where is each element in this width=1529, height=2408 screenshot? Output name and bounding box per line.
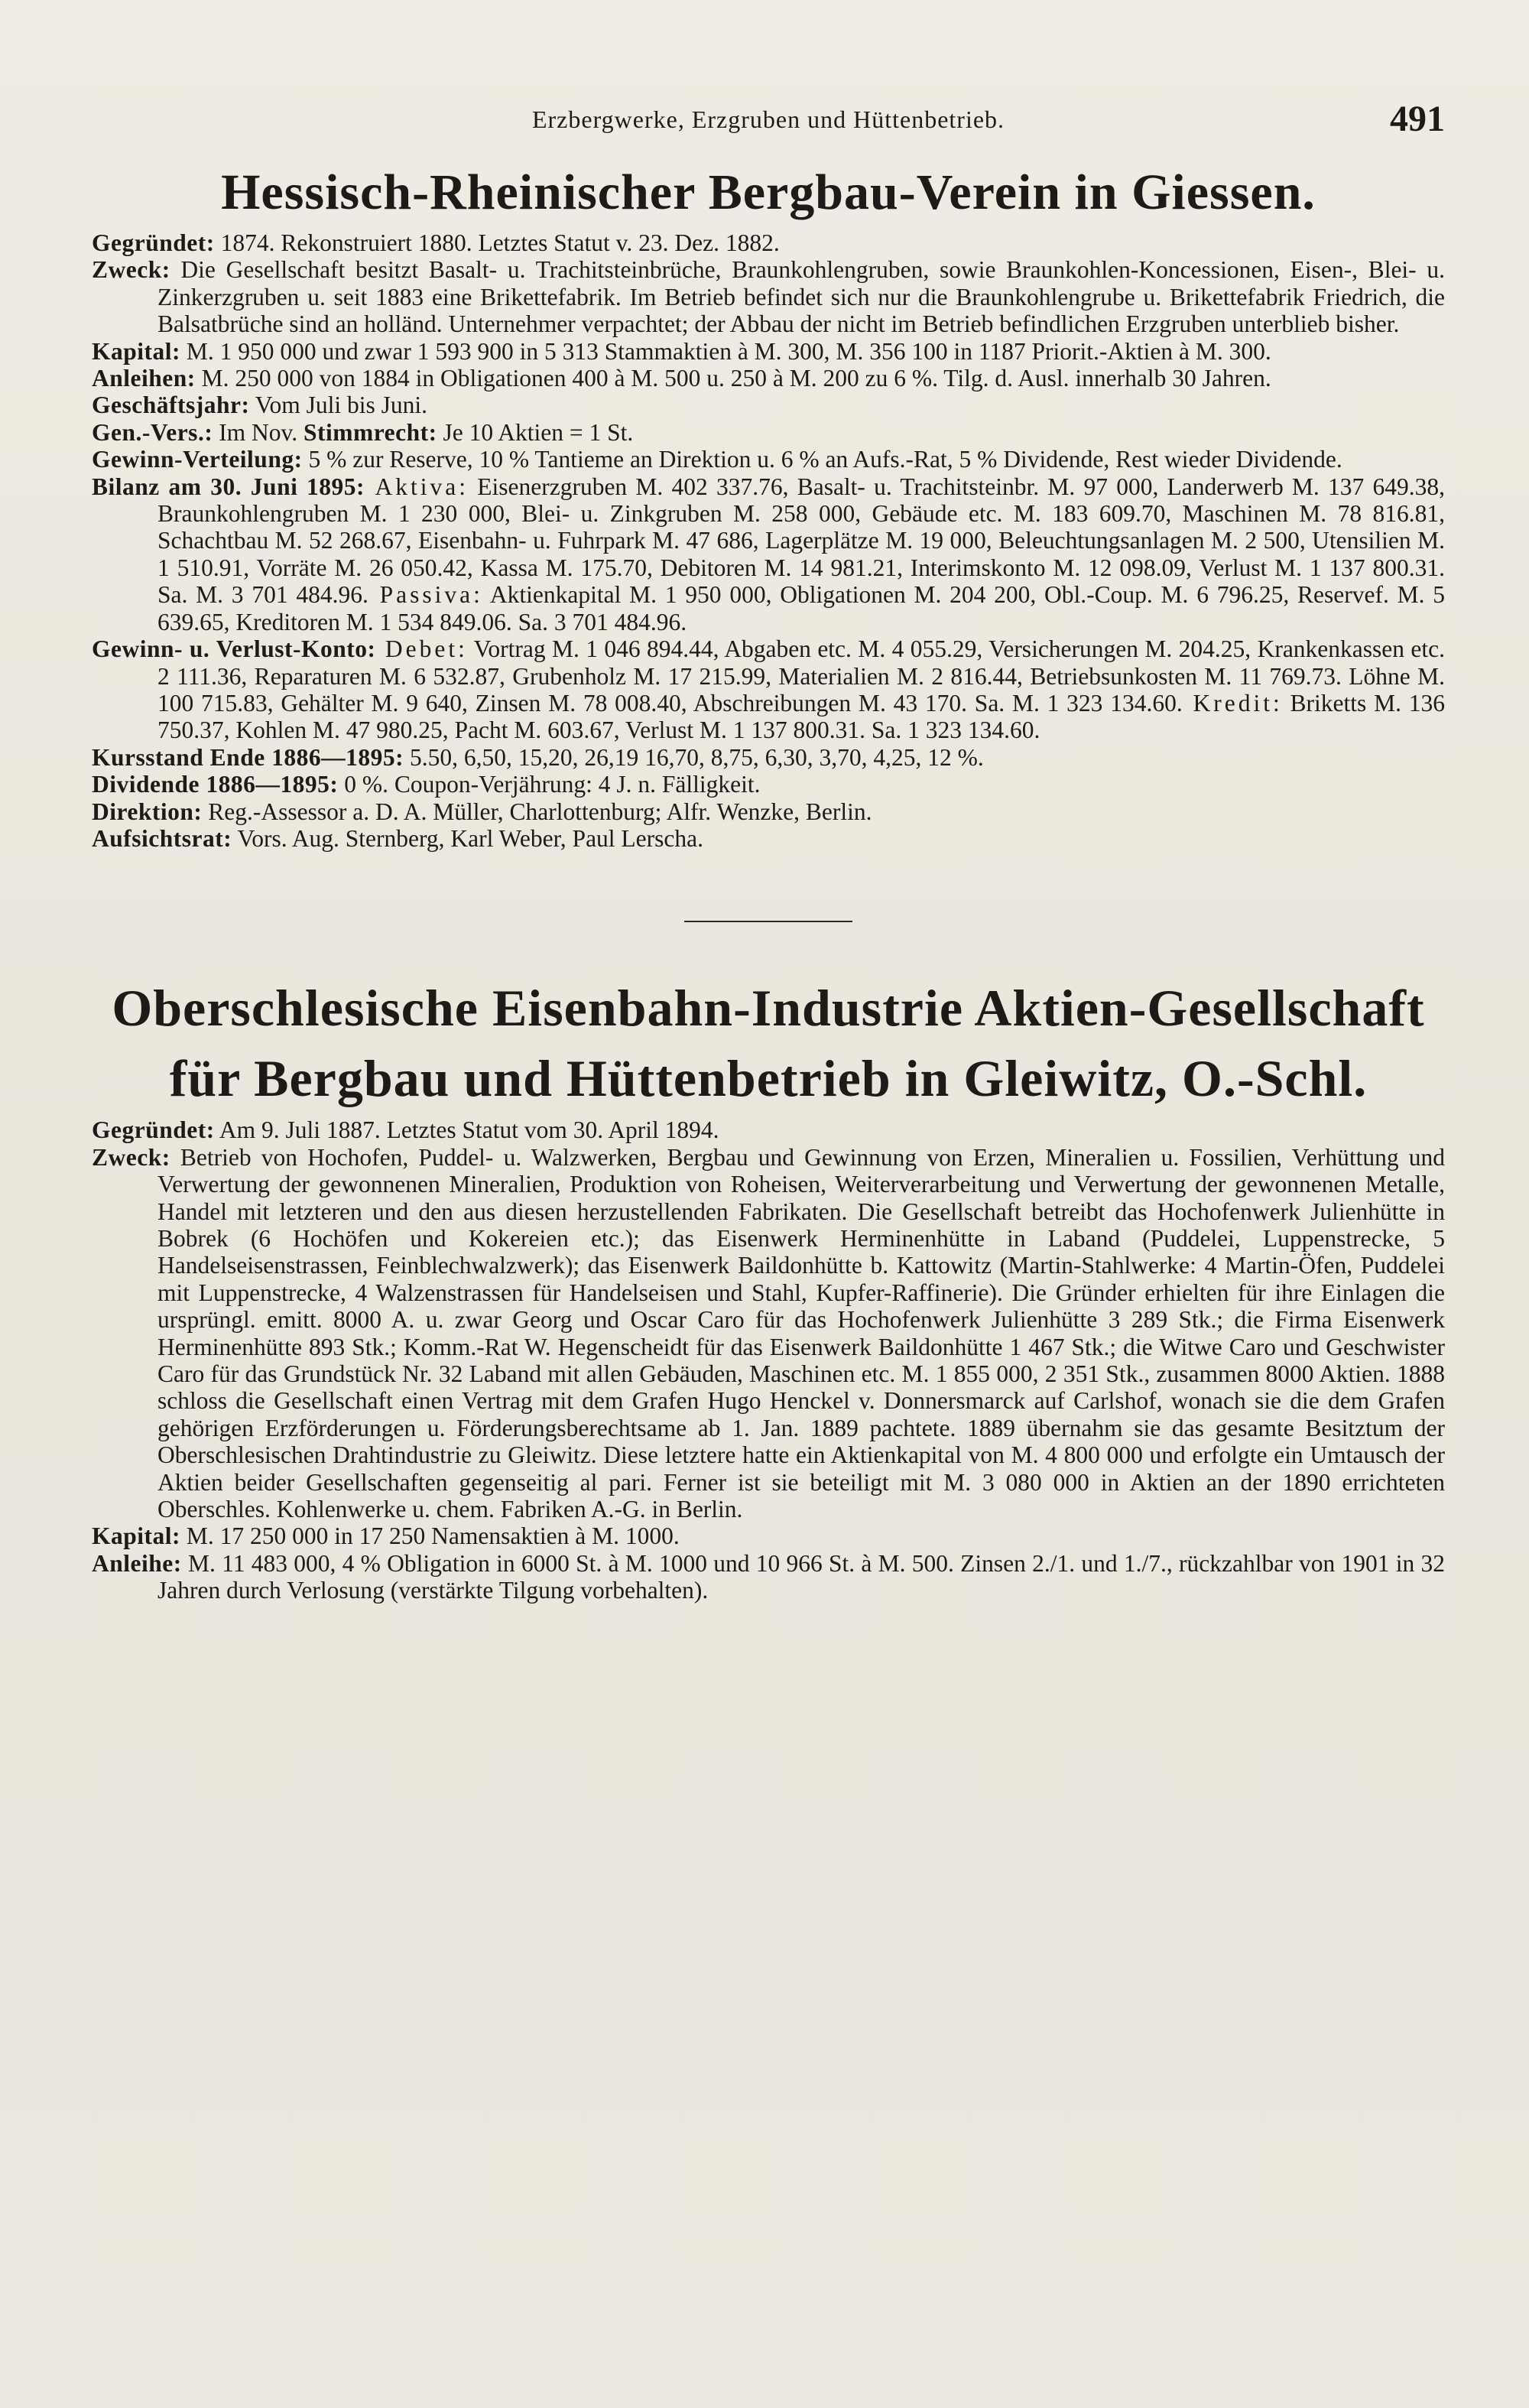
entry-anleihe xyxy=(92,1550,1445,1604)
entry-label: Bilanz am 30. Juni 1895: xyxy=(92,473,365,500)
entry-text: Vom Juli bis Juni. xyxy=(249,392,427,419)
entry-label: Zweck: xyxy=(92,1143,170,1171)
entry-geschaeftsjahr xyxy=(92,392,1445,418)
entry-aktiva-label: Aktiva: xyxy=(365,473,469,500)
entry-label: Gegründet: xyxy=(92,1116,215,1144)
entry-label: Dividende 1886—1895: xyxy=(92,771,339,798)
entry-label: Gegründet: xyxy=(92,229,215,256)
entry-label: Aufsichtsrat: xyxy=(92,824,232,852)
entry-label: Gen.-Vers.: xyxy=(92,418,213,446)
entry-text: Im Nov. xyxy=(213,418,304,446)
entry-text: 0 %. Coupon-Verjährung: 4 J. n. Fälligkeit. xyxy=(338,771,761,798)
entry-text-debet: Vortrag M. 1 046 894.44, Abgaben etc. M. 4 055.29, Versicherungen M. 204.25, Krankenkassen etc. 2 111.36, Reparaturen M. 6 532.87, Grubenholz M. 17 215.99, Materialien M. 2 816.44, Betriebsunkosten M. 11 769.73. Löhne M. 100 715.83, Gehälter M. 9 640, Zinsen M. 78 008.40, Abschreibungen M. 43 170. Sa. M. 1 323 134.60. xyxy=(157,635,1445,717)
entry-zweck xyxy=(92,256,1445,337)
entry-bilanz xyxy=(92,473,1445,635)
entry-kapital xyxy=(92,338,1445,365)
entry-text-passiva: Aktienkapital M. 1 950 000, Obligationen M. 204 200, Obl.-Coup. M. 6 796.25, Reservef. M. 5 639.65, Kreditoren M. 1 534 849.06. Sa. 3 701 484.96. xyxy=(157,581,1445,635)
entry-gewinn-verlust-konto xyxy=(92,635,1445,744)
entry-text: 1874. Rekonstruiert 1880. Letztes Statut v. 23. Dez. 1882. xyxy=(214,229,780,256)
entry-text-aktiva: Eisenerzgruben M. 402 337.76, Basalt- u. Trachitsteinbr. M. 97 000, Landerwerb M. 137 649.38, Braunkohlengruben M. 1 230 000, Blei- u. Zinkgruben M. 258 000, Gebäude etc. M. 183 609.70, Maschinen M. 78 816.81, Schachtbau M. 52 268.67, Eisenbahn- u. Fuhrpark M. 47 686, Lagerplätze M. 19 000, Beleuchtungsanlagen M. 2 500, Utensilien M. 1 510.91, Vorräte M. 26 050.42, Kassa M. 175.70, Debitoren M. 14 981.21, Interimskonto M. 12 098.09, Verlust M. 1 137 800.31. Sa. M. 3 701 484.96. xyxy=(157,473,1446,609)
page-number: 491 xyxy=(1390,99,1445,139)
entry-label: Gewinn- u. Verlust-Konto: xyxy=(92,635,376,663)
entry-passiva-label: Passiva: xyxy=(368,581,483,609)
entry-kredit-label: Kredit: xyxy=(1182,689,1283,717)
entry-text-stimmrecht: Je 10 Aktien = 1 St. xyxy=(437,418,634,446)
entry-gegruendet xyxy=(92,1116,1445,1143)
section-divider xyxy=(684,921,852,922)
entry-label: Zweck: xyxy=(92,256,170,284)
entry-aufsichtsrat xyxy=(92,825,1445,852)
entry-text: Die Gesellschaft besitzt Basalt- u. Trachitsteinbrüche, Braunkohlengruben, sowie Braunkohlen-Koncessionen, Eisen-, Blei- u. Zinkerzgruben u. seit 1883 eine Brikettefabrik. Im Betrieb befindet sich nur die Braunkohlengrube u. Brikettefabrik Friedrich, die Balsatbrüche sind an holländ. Unternehmer verpachtet; der Abbau der nicht im Betrieb befindlichen Erzgruben unterblieb bisher. xyxy=(157,256,1445,338)
entry-gegruendet xyxy=(92,229,1445,256)
entry-text: M. 17 250 000 in 17 250 Namensaktien à M. 1000. xyxy=(180,1522,680,1550)
entry-text: M. 250 000 von 1884 in Obligationen 400 à M. 500 u. 250 à M. 200 zu 6 %. Tilg. d. Ausl. innerhalb 30 Jahren. xyxy=(195,365,1271,392)
entry-label: Kapital: xyxy=(92,1522,181,1550)
entry-gen-vers xyxy=(92,419,1445,446)
entry-label-stimmrecht: Stimmrecht: xyxy=(304,418,437,446)
company-title-line1: Oberschlesische Eisenbahn-Industrie Aktien-Gesellschaft xyxy=(112,979,1425,1038)
entry-text: M. 11 483 000, 4 % Obligation in 6000 St. à M. 1000 und 10 966 St. à M. 500. Zinsen 2./1. und 1./7., rückzahlbar von 1901 in 32 Jahren durch Verlosung (verstärkte Tilgung vorbehalten). xyxy=(157,1549,1445,1604)
company-entries xyxy=(92,229,1445,852)
entry-label: Gewinn-Verteilung: xyxy=(92,446,303,473)
company-title: Hessisch-Rheinischer Bergbau-Verein in Giessen. xyxy=(221,164,1316,220)
running-header xyxy=(92,98,1445,144)
entry-label: Kapital: xyxy=(92,337,181,365)
entry-label: Geschäftsjahr: xyxy=(92,392,250,419)
entry-text: Betrieb von Hochofen, Puddel- u. Walzwerken, Bergbau und Gewinnung von Erzen, Mineralien u. Fossilien, Verhüttung und Verwertung der gewonnenen Mineralien, Produktion von Roheisen, Weiterverarbeitung und Verwertung der gewonnenen Metalle, Handel mit letzteren und den aus diesen herzustellenden Fabrikaten. Die Gesellschaft betreibt das Hochofenwerk Julienhütte in Bobrek (6 Hochöfen und Kokereien etc.); das Eisenwerk Herminenhütte in Laband (Puddelei, Luppenstrecke, 5 Handelseisenstrassen, Feinblechwalzwerk); das Eisenwerk Baildonhütte b. Kattowitz (Martin-Stahlwerke: 4 Martin-Öfen, Puddelei mit Luppenstrecke, 4 Walzenstrassen für Handelseisen und Stahl, Kupfer-Raffinerie). Die Gründer erhielten für ihre Einlagen die ursprüngl. emitt. 8000 A. u. zwar Georg und Oscar Caro für das Hochofenwerk Julienhütte 3 289 Stk.; die Firma Eisenwerk Herminenhütte 893 Stk.; Komm.-Rat W. Hegenscheidt für das Eisenwerk Baildonhütte 1 467 Stk.; die Witwe Caro und Geschwister Caro für das Grundstück Nr. 32 Laband mit allen Gebäuden, Maschinen etc. M. 1 855 000, 2 351 Stk., zusammen 8000 Aktien. 1888 schloss die Gesellschaft einen Vertrag mit dem Grafen Hugo Henckel v. Donnersmarck auf Carlshof, wonach sie die dem Grafen gehörigen Erzförderungen u. Förderungsberechtsame ab 1. Jan. 1889 pachtete. 1889 übernahm sie das gesamte Besitztum der Oberschlesischen Drahtindustrie zu Gleiwitz. Diese letztere hatte ein Aktienkapital von M. 4 800 000 und erfolgte ein Umtausch der Aktien beider Gesellschaften gegenseitig al pari. Ferner ist sie beteiligt mit M. 3 080 000 in Aktien an der 1890 errichteten Oberschles. Kohlenwerke u. chem. Fabriken A.-G. in Berlin. xyxy=(157,1143,1445,1523)
entry-text: Reg.-Assessor a. D. A. Müller, Charlottenburg; Alfr. Wenzke, Berlin. xyxy=(202,798,872,825)
entry-label: Anleihen: xyxy=(92,365,196,392)
entry-text: Am 9. Juli 1887. Letztes Statut vom 30. April 1894. xyxy=(214,1116,719,1144)
entry-label: Direktion: xyxy=(92,798,203,825)
entry-kursstand xyxy=(92,744,1445,771)
entry-label: Kursstand Ende 1886—1895: xyxy=(92,743,404,771)
entry-anleihen xyxy=(92,365,1445,392)
running-title: Erzbergwerke, Erzgruben und Hüttenbetrieb. xyxy=(531,106,1005,133)
company-entries xyxy=(92,1116,1445,1604)
entry-kapital xyxy=(92,1522,1445,1549)
entry-gewinn-verteilung xyxy=(92,446,1445,473)
entry-text: 5 % zur Reserve, 10 % Tantieme an Direktion u. 6 % an Aufs.-Rat, 5 % Dividende, Rest wieder Dividende. xyxy=(302,446,1342,473)
company-title-line2: für Bergbau und Hüttenbetrieb in Gleiwitz, O.-Schl. xyxy=(169,1049,1368,1108)
entry-text-kredit: Briketts M. 136 750.37, Kohlen M. 47 980.25, Pacht M. 603.67, Verlust M. 1 137 800.31. Sa. 1 323 134.60. xyxy=(157,689,1445,744)
entry-label: Anleihe: xyxy=(92,1549,182,1577)
entry-direktion xyxy=(92,798,1445,825)
entry-debet-label: Debet: xyxy=(375,635,468,663)
entry-text: M. 1 950 000 und zwar 1 593 900 in 5 313 Stammaktien à M. 300, M. 356 100 in 1187 Priorit.-Aktien à M. 300. xyxy=(180,337,1271,365)
entry-text: 5.50, 6,50, 15,20, 26,19 16,70, 8,75, 6,30, 3,70, 4,25, 12 %. xyxy=(404,743,984,771)
entry-zweck xyxy=(92,1144,1445,1523)
entry-text: Vors. Aug. Sternberg, Karl Weber, Paul Lerscha. xyxy=(232,824,703,852)
entry-dividende xyxy=(92,771,1445,798)
